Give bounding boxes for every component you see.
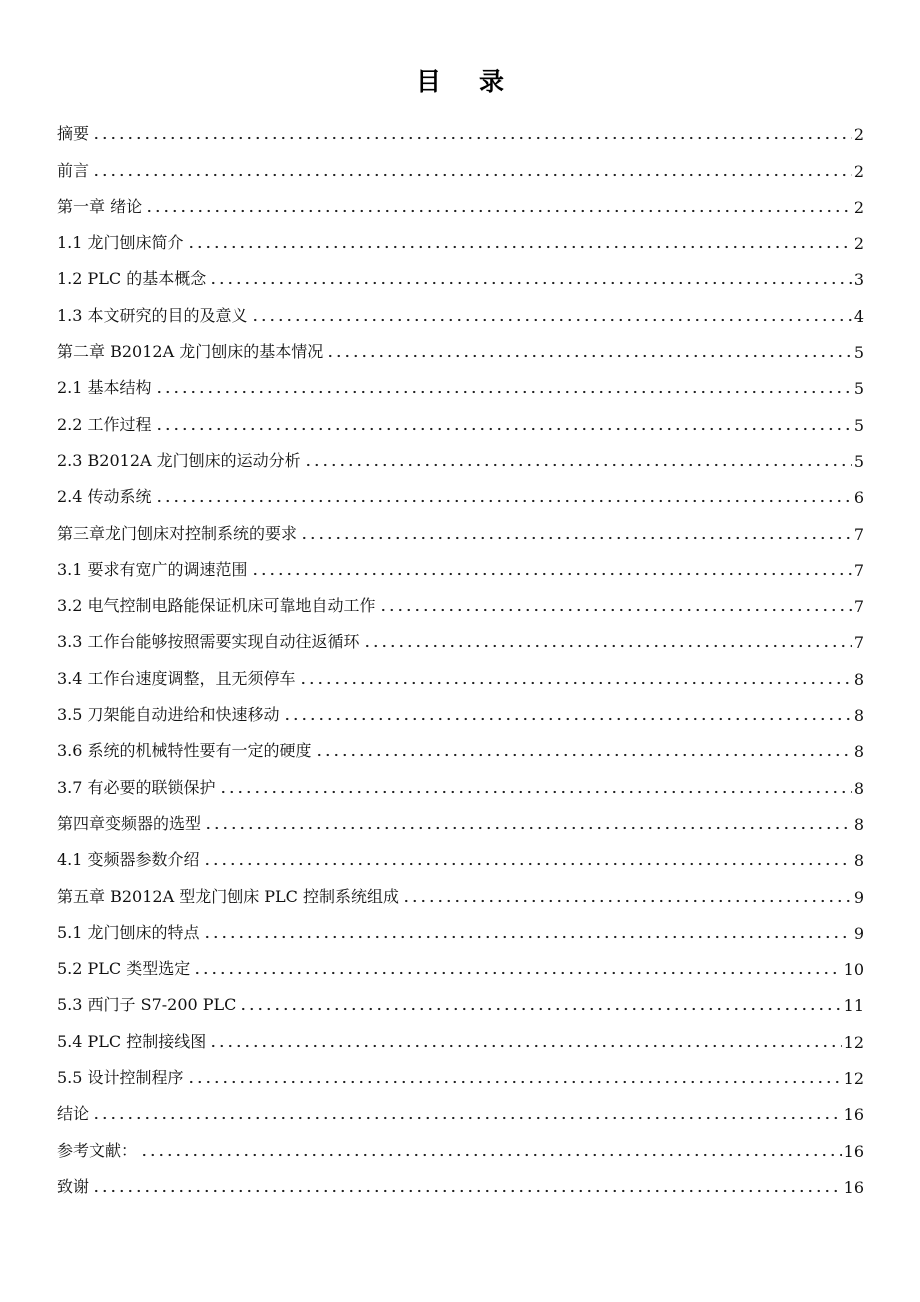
- table-of-contents: [57, 108, 864, 1197]
- toc-entry[interactable]: [57, 798, 864, 834]
- toc-entry-page-number: 8: [853, 669, 864, 689]
- toc-entry-page-number: 7: [853, 597, 864, 617]
- toc-entry-label: 参考文献：: [57, 1140, 138, 1160]
- toc-entry-page-number: 5: [853, 343, 864, 363]
- toc-entry-page-number: 5: [853, 451, 864, 471]
- toc-entry-label: 前言: [57, 160, 90, 180]
- toc-entry-page-number: 5: [853, 415, 864, 435]
- dot-leader: [219, 778, 852, 794]
- toc-entry-page-number: 7: [853, 560, 864, 580]
- toc-entry-page-number: 8: [853, 778, 864, 798]
- toc-entry-page-number: 16: [843, 1141, 864, 1161]
- toc-entry[interactable]: [57, 725, 864, 761]
- dot-leader: [251, 560, 852, 576]
- toc-entry-label: 结论: [57, 1104, 90, 1124]
- toc-entry-label: 1.2 PLC 的基本概念: [57, 269, 207, 289]
- toc-entry-label: 2.3 B2012A 龙门刨床的运动分析: [57, 450, 301, 470]
- dot-leader: [363, 632, 852, 648]
- toc-entry-label: 4.1 变频器参数介绍: [57, 850, 200, 870]
- dot-leader: [204, 814, 852, 830]
- toc-entry[interactable]: [57, 253, 864, 289]
- toc-entry-label: 3.7 有必要的联锁保护: [57, 777, 216, 797]
- toc-entry-label: 5.4 PLC 控制接线图: [57, 1031, 207, 1051]
- toc-entry-page-number: 9: [853, 887, 864, 907]
- toc-entry-label: 3.3 工作台能够按照需要实现自动往返循环: [57, 632, 360, 652]
- dot-leader: [92, 1104, 842, 1120]
- toc-entry[interactable]: [57, 217, 864, 253]
- toc-entry[interactable]: [57, 1052, 864, 1088]
- toc-entry-label: 第一章 绪论: [57, 196, 143, 216]
- toc-entry[interactable]: [57, 326, 864, 362]
- toc-entry-page-number: 3: [853, 270, 864, 290]
- toc-entry-label: 第三章龙门刨床对控制系统的要求: [57, 523, 298, 543]
- toc-entry[interactable]: [57, 435, 864, 471]
- toc-entry[interactable]: [57, 289, 864, 325]
- toc-entry-label: 致谢: [57, 1176, 90, 1196]
- toc-entry-label: 5.2 PLC 类型选定: [57, 959, 191, 979]
- toc-entry[interactable]: [57, 181, 864, 217]
- toc-entry-page-number: 8: [853, 742, 864, 762]
- toc-entry-page-number: 16: [843, 1105, 864, 1125]
- dot-leader: [203, 850, 852, 866]
- dot-leader: [203, 923, 852, 939]
- toc-entry[interactable]: [57, 108, 864, 144]
- toc-entry-label: 5.5 设计控制程序: [57, 1068, 184, 1088]
- toc-entry-label: 2.1 基本结构: [57, 378, 152, 398]
- toc-entry-label: 2.2 工作过程: [57, 414, 152, 434]
- dot-leader: [402, 887, 852, 903]
- dot-leader: [155, 378, 852, 394]
- dot-leader: [299, 669, 852, 685]
- toc-entry-page-number: 8: [853, 851, 864, 871]
- toc-entry-page-number: 2: [853, 197, 864, 217]
- toc-entry-page-number: 5: [853, 379, 864, 399]
- dot-leader: [326, 342, 852, 358]
- toc-entry[interactable]: [57, 834, 864, 870]
- toc-entry-page-number: 8: [853, 706, 864, 726]
- toc-entry-page-number: 9: [853, 923, 864, 943]
- dot-leader: [92, 161, 852, 177]
- dot-leader: [315, 741, 852, 757]
- dot-leader: [145, 197, 852, 213]
- toc-entry[interactable]: [57, 1015, 864, 1051]
- dot-leader: [92, 1177, 842, 1193]
- toc-entry[interactable]: [57, 943, 864, 979]
- toc-entry-page-number: 2: [853, 234, 864, 254]
- dot-leader: [304, 451, 852, 467]
- toc-entry-page-number: 11: [843, 996, 864, 1016]
- toc-entry[interactable]: [57, 544, 864, 580]
- toc-entry[interactable]: [57, 870, 864, 906]
- toc-entry-page-number: 7: [853, 633, 864, 653]
- toc-entry-label: 3.4 工作台速度调整，且无须停车: [57, 668, 296, 688]
- dot-leader: [187, 233, 852, 249]
- toc-entry[interactable]: [57, 580, 864, 616]
- toc-entry[interactable]: [57, 689, 864, 725]
- toc-entry[interactable]: [57, 1124, 864, 1160]
- dot-leader: [283, 705, 852, 721]
- dot-leader: [155, 415, 852, 431]
- toc-entry-label: 3.1 要求有宽广的调速范围: [57, 559, 248, 579]
- toc-entry-label: 第二章 B2012A 龙门刨床的基本情况: [57, 342, 324, 362]
- toc-entry-page-number: 2: [853, 125, 864, 145]
- toc-entry[interactable]: [57, 761, 864, 797]
- toc-entry[interactable]: [57, 979, 864, 1015]
- dot-leader: [209, 1032, 841, 1048]
- toc-entry-label: 摘要: [57, 124, 90, 144]
- toc-entry-label: 3.6 系统的机械特性要有一定的硬度: [57, 741, 312, 761]
- toc-entry-page-number: 7: [853, 524, 864, 544]
- toc-entry-label: 1.1 龙门刨床简介: [57, 233, 184, 253]
- dot-leader: [193, 959, 841, 975]
- toc-entry-page-number: 10: [843, 960, 864, 980]
- toc-entry-page-number: 2: [853, 161, 864, 181]
- toc-entry-label: 5.1 龙门刨床的特点: [57, 922, 200, 942]
- dot-leader: [209, 269, 852, 285]
- toc-entry[interactable]: [57, 1088, 864, 1124]
- dot-leader: [92, 124, 852, 140]
- toc-entry[interactable]: [57, 652, 864, 688]
- toc-entry-label: 3.2 电气控制电路能保证机床可靠地自动工作: [57, 596, 376, 616]
- toc-entry-page-number: 4: [853, 306, 864, 326]
- toc-entry[interactable]: [57, 144, 864, 180]
- toc-entry[interactable]: [57, 398, 864, 434]
- toc-entry-page-number: 6: [853, 488, 864, 508]
- toc-entry[interactable]: [57, 362, 864, 398]
- dot-leader: [300, 524, 852, 540]
- dot-leader: [155, 487, 852, 503]
- dot-leader: [187, 1068, 842, 1084]
- dot-leader: [251, 306, 852, 322]
- toc-entry[interactable]: [57, 1161, 864, 1197]
- toc-entry[interactable]: [57, 907, 864, 943]
- toc-entry-label: 第四章变频器的选型: [57, 813, 202, 833]
- dot-leader: [379, 596, 852, 612]
- toc-entry-label: 3.5 刀架能自动进给和快速移动: [57, 705, 280, 725]
- toc-entry-page-number: 8: [853, 814, 864, 834]
- toc-entry-page-number: 12: [843, 1069, 864, 1089]
- page-title: 目录: [415, 67, 542, 96]
- toc-entry-label: 2.4 传动系统: [57, 487, 152, 507]
- toc-entry[interactable]: [57, 507, 864, 543]
- toc-entry-label: 1.3 本文研究的目的及意义: [57, 305, 248, 325]
- toc-entry-label: 第五章 B2012A 型龙门刨床 PLC 控制系统组成: [57, 886, 400, 906]
- toc-entry-label: 5.3 西门子 S7-200 PLC: [57, 995, 237, 1015]
- toc-entry[interactable]: [57, 471, 864, 507]
- dot-leader: [140, 1141, 842, 1157]
- toc-entry-page-number: 12: [843, 1032, 864, 1052]
- dot-leader: [239, 995, 841, 1011]
- toc-entry-page-number: 16: [843, 1177, 864, 1197]
- toc-entry[interactable]: [57, 616, 864, 652]
